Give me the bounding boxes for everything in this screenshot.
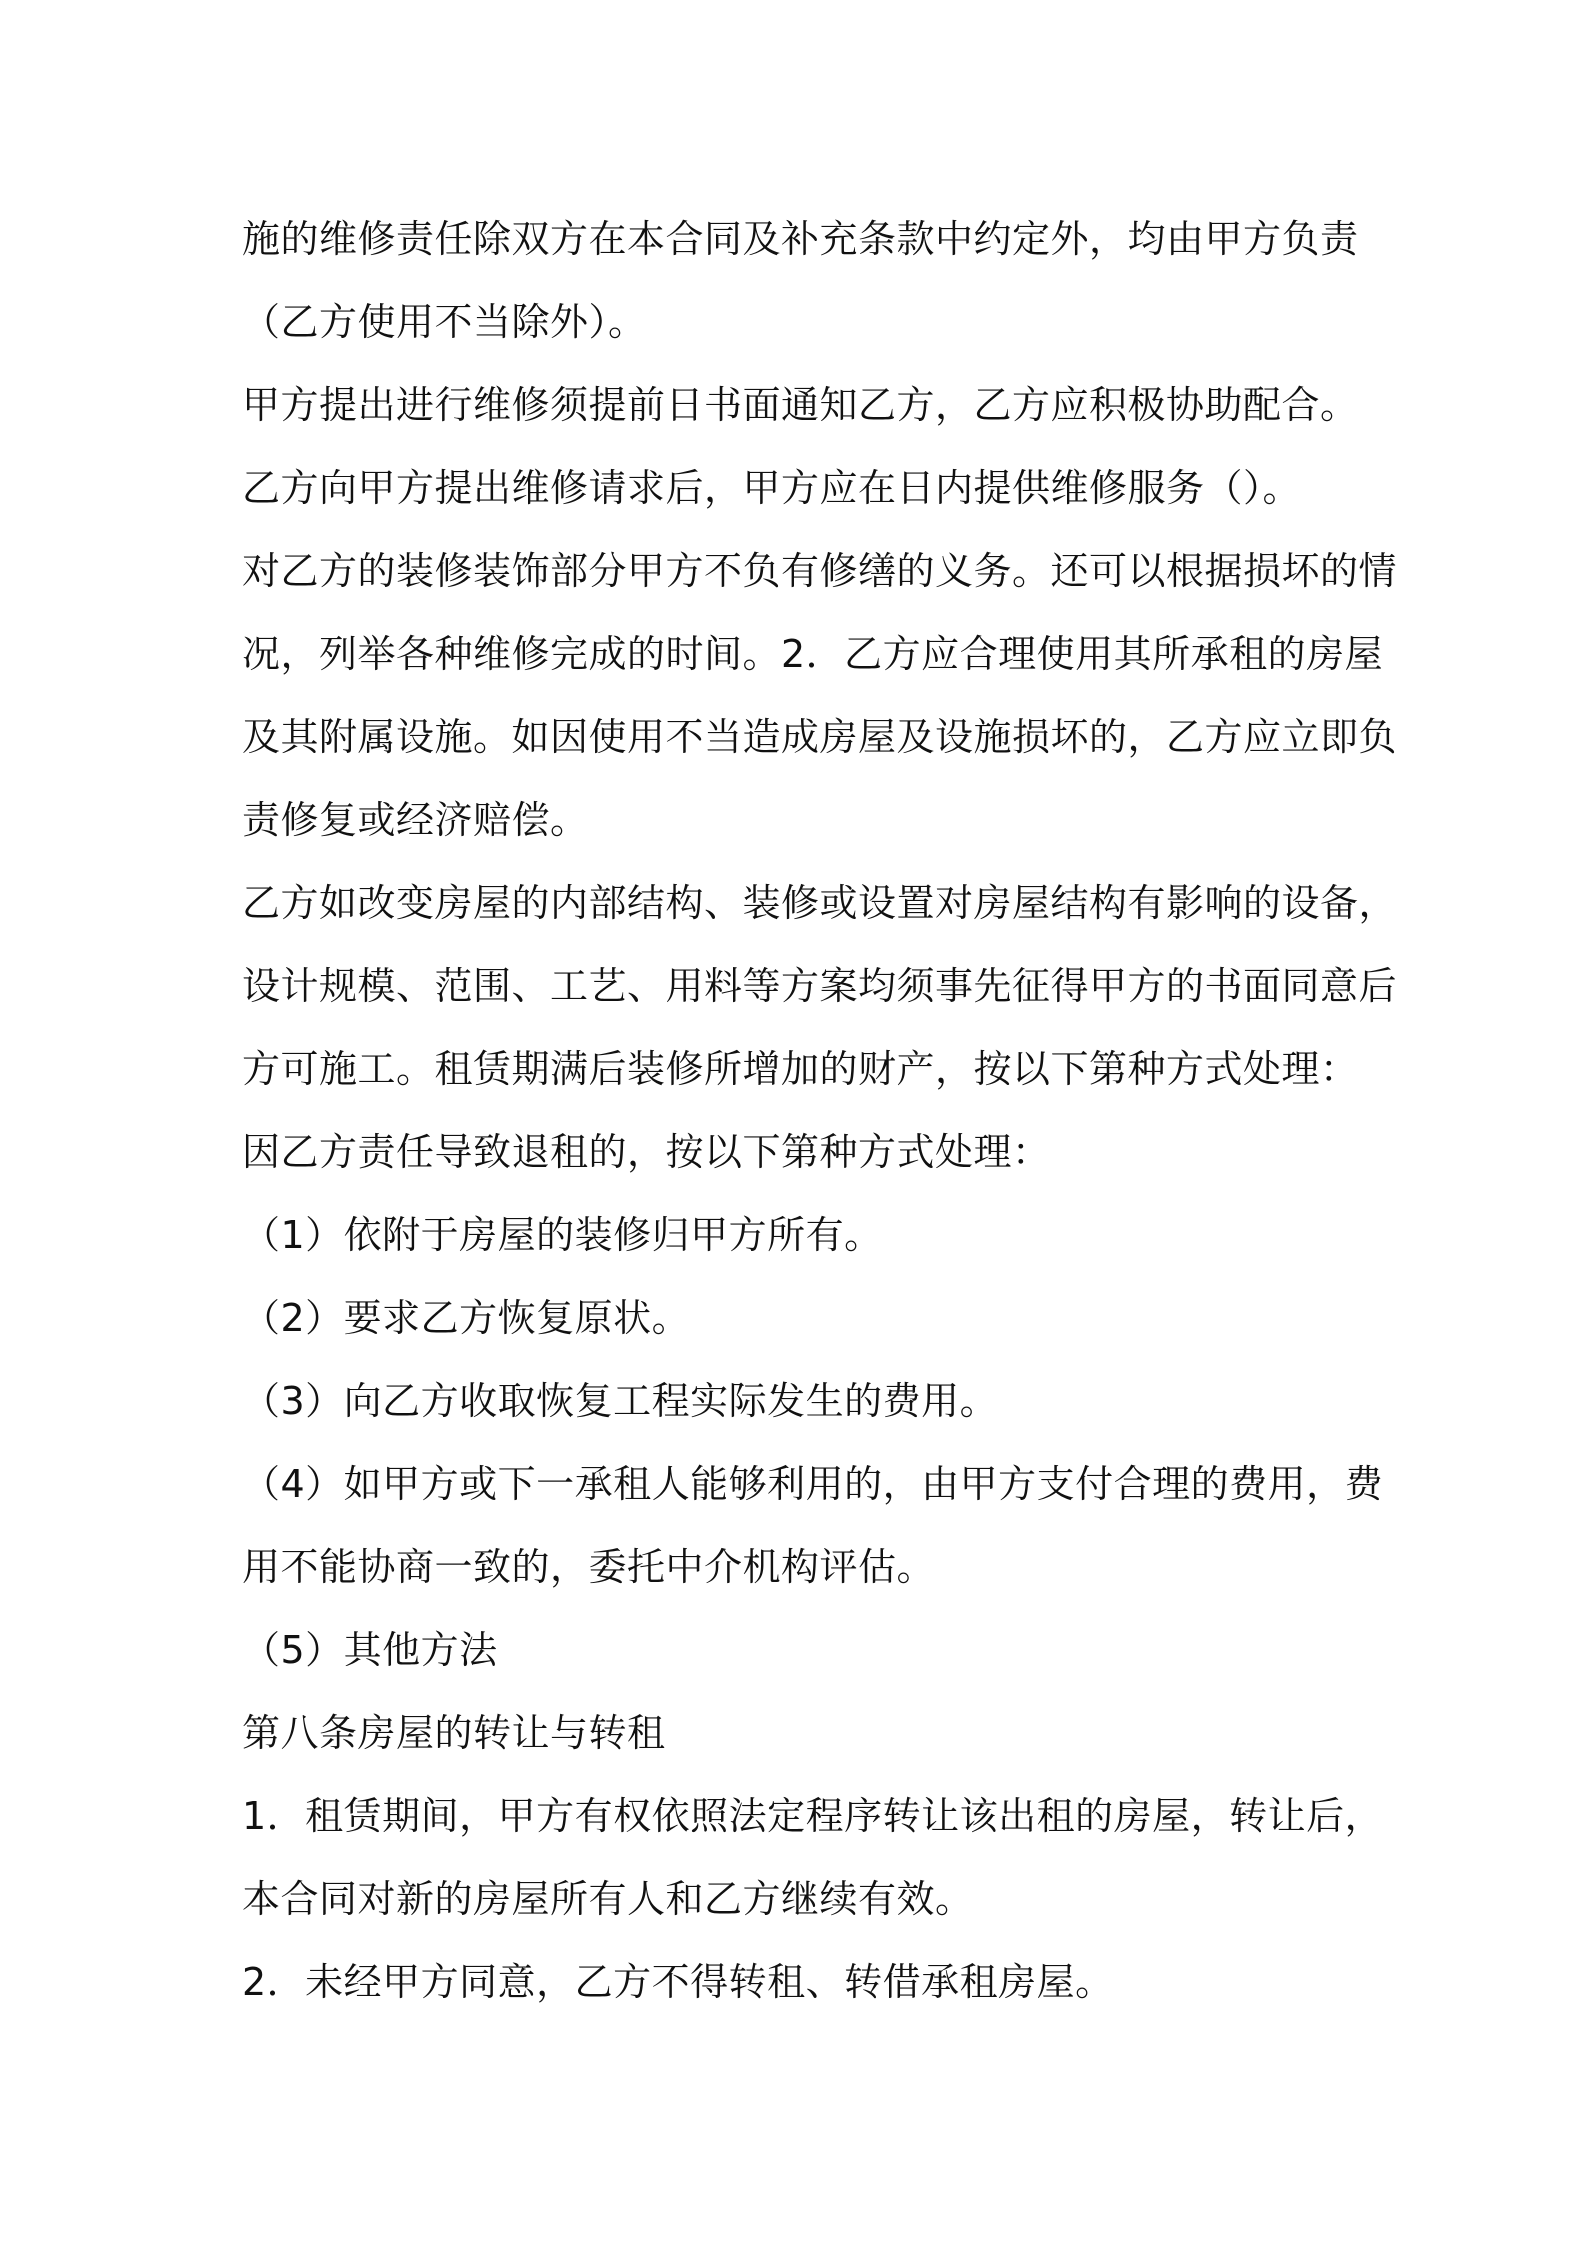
text-line: 责修复或经济赔偿。 bbox=[242, 798, 589, 842]
document-body bbox=[242, 198, 1398, 2024]
text-line: 方可施工。租赁期满后装修所增加的财产，按以下第种方式处理： bbox=[242, 1047, 1359, 1091]
text-line: 及其附属设施。如因使用不当造成房屋及设施损坏的，乙方应立即负 bbox=[242, 715, 1398, 759]
text-line: 设计规模、范围、工艺、用料等方案均须事先征得甲方的书面同意后 bbox=[242, 964, 1398, 1008]
text-line: 对乙方的装修装饰部分甲方不负有修缮的义务。还可以根据损坏的情 bbox=[242, 549, 1398, 593]
list-item-3: （3）向乙方收取恢复工程实际发生的费用。 bbox=[242, 1379, 999, 1423]
text-line: 本合同对新的房屋所有人和乙方继续有效。 bbox=[242, 1877, 974, 1921]
text-line: 况，列举各种维修完成的时间。2．乙方应合理使用其所承租的房屋 bbox=[242, 632, 1384, 676]
section-heading: 第八条房屋的转让与转租 bbox=[242, 1711, 666, 1755]
list-item-2: （2）要求乙方恢复原状。 bbox=[242, 1296, 691, 1340]
list-item-1: （1）依附于房屋的装修归甲方所有。 bbox=[242, 1213, 883, 1257]
text-line: （乙方使用不当除外）。 bbox=[242, 300, 647, 344]
list-item-5: （5）其他方法 bbox=[242, 1628, 498, 1672]
text-line: 施的维修责任除双方在本合同及补充条款中约定外，均由甲方负责 bbox=[242, 217, 1359, 261]
list-item-4: （4）如甲方或下一承租人能够利用的，由甲方支付合理的费用，费 bbox=[242, 1462, 1384, 1506]
text-line: 因乙方责任导致退租的，按以下第种方式处理： bbox=[242, 1130, 1051, 1174]
text-line: 1．租赁期间，甲方有权依照法定程序转让该出租的房屋，转让后， bbox=[242, 1794, 1384, 1838]
text-line: 乙方向甲方提出维修请求后，甲方应在日内提供维修服务（）。 bbox=[242, 466, 1302, 510]
text-line: 用不能协商一致的，委托中介机构评估。 bbox=[242, 1545, 936, 1589]
text-line: 甲方提出进行维修须提前日书面通知乙方，乙方应积极协助配合。 bbox=[242, 383, 1359, 427]
text-line: 2．未经甲方同意，乙方不得转租、转借承租房屋。 bbox=[242, 1960, 1114, 2004]
text-line: 乙方如改变房屋的内部结构、装修或设置对房屋结构有影响的设备， bbox=[242, 881, 1398, 925]
